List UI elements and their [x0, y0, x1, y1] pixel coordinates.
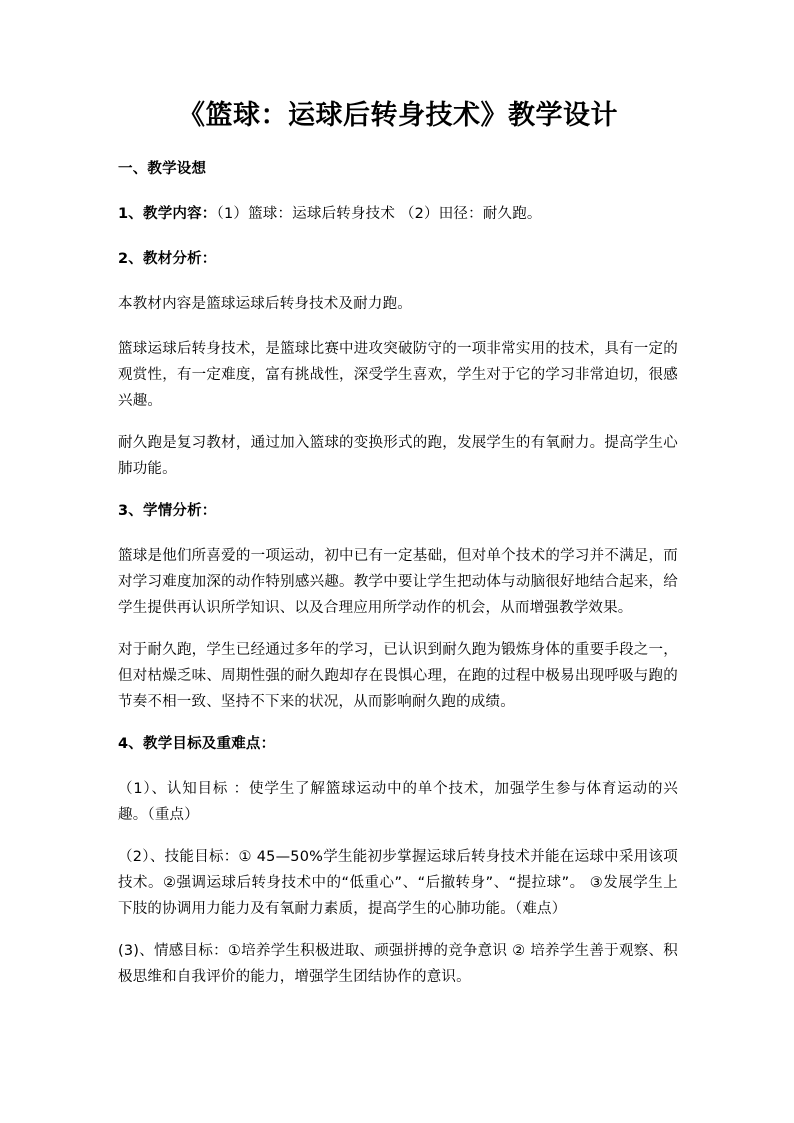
- item-teaching-content: [118, 201, 678, 227]
- paragraph-material-2: 篮球运球后转身技术，是篮球比赛中进攻突破防守的一项非常实用的技术，具有一定的观赏性，有一定难度，富有挑战性，深受学生喜欢，学生对于它的学习非常迫切，很感兴趣。: [118, 341, 678, 409]
- item-label-student-analysis: 3、学情分析：: [118, 503, 217, 519]
- paragraph-goal-emotion: (3)、情感目标：①培养学生积极进取、顽强拼搏的竞争意识 ② 培养学生善于观察、积极思维和自我评价的能力，增强学生团结协作的意识。: [118, 943, 678, 985]
- paragraph-goal-skill: （2）、技能目标：① 45—50%学生能初步掌握运球后转身技术并能在运球中采用该项技术。②强调运球后转身技术中的“低重心”、“后撤转身”、“提拉球”。 ③发展学生上下肢的协调用力能力及有氧耐力素质，提高学生的心肺功能。（难点）: [118, 849, 678, 917]
- paragraph-material-3: 耐久跑是复习教材，通过加入篮球的变换形式的跑，发展学生的有氧耐力。提高学生心肺功能。: [118, 435, 678, 477]
- item-text-teaching-content: （1）篮球：运球后转身技术 （2）田径：耐久跑。: [216, 206, 542, 222]
- item-label-teaching-content: 1、教学内容：: [118, 206, 217, 222]
- document-title: 《篮球：运球后转身技术》教学设计: [178, 100, 618, 131]
- paragraph-goal-cognitive: （1）、认知目标 ：使学生了解篮球运动中的单个技术，加强学生参与体育运动的兴趣。（重点）: [118, 781, 678, 823]
- paragraph-student-2: 对于耐久跑，学生已经通过多年的学习，已认识到耐久跑为锻炼身体的重要手段之一，但对枯燥乏味、周期性强的耐久跑却存在畏惧心理，在跑的过程中极易出现呼吸与跑的节奏不相一致、坚持不下来的状况，从而影响耐久跑的成绩。: [118, 642, 678, 710]
- item-label-material-analysis: 2、教材分析：: [118, 251, 217, 267]
- paragraph-material-1: 本教材内容是篮球运球后转身技术及耐力跑。: [118, 296, 412, 312]
- item-label-goals: 4、教学目标及重难点：: [118, 736, 276, 752]
- section-heading-teaching-concept: 一、教学设想: [118, 161, 207, 177]
- document-page: [118, 96, 678, 1006]
- paragraph-student-1: 篮球是他们所喜爱的一项运动，初中已有一定基础，但对单个技术的学习并不满足，而对学习难度加深的动作特别感兴趣。教学中要让学生把动体与动脑很好地结合起来，给学生提供再认识所学知识、以及合理应用所学动作的机会，从而增强教学效果。: [118, 548, 678, 616]
